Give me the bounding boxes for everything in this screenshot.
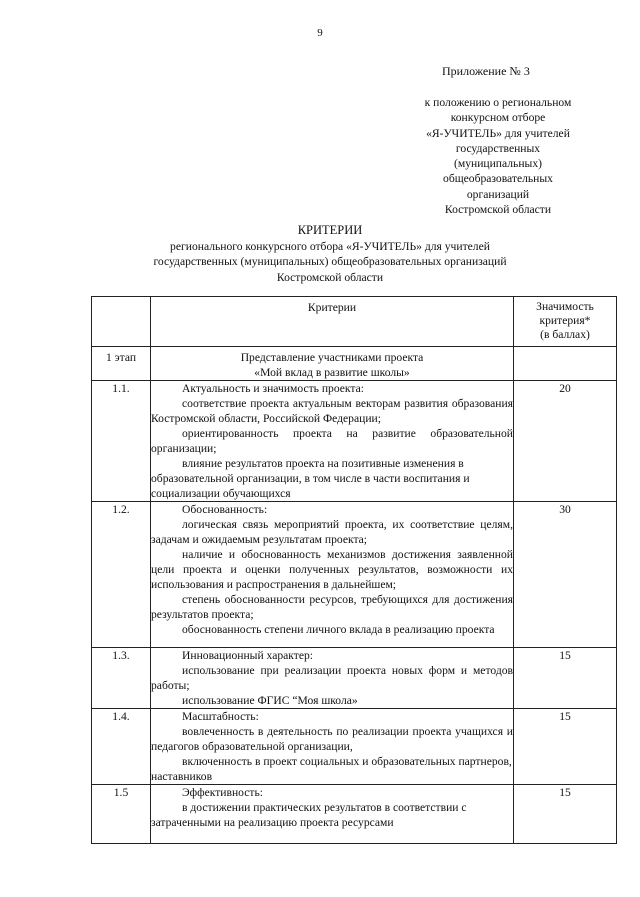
criterion-cell: [151, 785, 514, 844]
appendix-line: общеобразовательных: [443, 172, 553, 186]
table-row: [92, 648, 617, 709]
stage-title-line: «Мой вклад в развитие школы»: [254, 366, 410, 379]
appendix-line: к положению о региональном: [424, 96, 572, 109]
header-score-line: (в баллах): [540, 328, 590, 341]
table-header-row: [92, 297, 617, 347]
criterion-item: наличие и обоснованность механизмов достижения заявленной цели проекта и оценки полученных результатов, возможности их использования и распространения в дальнейшем;: [151, 548, 513, 591]
appendix-line: «Я-УЧИТЕЛЬ» для учителей: [426, 126, 570, 140]
stage-title: [151, 347, 514, 381]
criterion-item: использование при реализации проекта новых форм и методов работы;: [151, 664, 513, 692]
appendix-line: организаций: [466, 187, 530, 201]
appendix-line: конкурсном отборе: [450, 111, 546, 125]
criterion-item: вовлеченность в деятельность по реализации проекта учащихся и педагогов образовательной организации,: [151, 725, 513, 753]
appendix-reference: [398, 95, 598, 217]
criterion-number: 1.5: [92, 785, 151, 844]
table-row: [92, 785, 617, 844]
criterion-item: степень обоснованности ресурсов, требующихся для достижения результатов проекта;: [151, 593, 513, 621]
criterion-cell: [151, 709, 514, 785]
criteria-table: [91, 296, 617, 844]
table-row: [92, 709, 617, 785]
header-score-line: Значимость: [536, 300, 594, 313]
stage-number: 1 этап: [92, 347, 151, 381]
header-criteria-cell: Критерии: [151, 297, 514, 347]
criterion-heading: Обоснованность:: [182, 503, 268, 516]
page-number: 9: [317, 27, 323, 39]
criterion-score: 20: [514, 381, 617, 502]
criterion-item: включенность в проект социальных и образовательных партнеров, наставников: [151, 755, 512, 783]
criterion-cell: [151, 502, 514, 648]
criterion-item: обоснованность степени личного вклада в реализацию проекта: [182, 623, 495, 636]
criterion-heading: Эффективность:: [182, 786, 263, 799]
criterion-cell: [151, 381, 514, 502]
criterion-cell: [151, 648, 514, 709]
table-row: [92, 381, 617, 502]
appendix-line: (муниципальных): [454, 157, 542, 171]
header-number-cell: [92, 297, 151, 347]
title-line: Костромской области: [276, 270, 384, 284]
criterion-score: 15: [514, 709, 617, 785]
title-main: КРИТЕРИИ: [297, 223, 363, 237]
criterion-item: ориентированность проекта на развитие образовательной организации;: [151, 427, 513, 455]
criterion-item: влияние результатов проекта на позитивные изменения в образовательной организации, в том числе в части воспитания и социализации обучающихся: [151, 457, 470, 500]
criterion-score: 15: [514, 648, 617, 709]
criterion-score: 30: [514, 502, 617, 648]
criterion-heading: Актуальность и значимость проекта:: [182, 382, 364, 395]
document-title: [80, 223, 580, 285]
criterion-item: логическая связь мероприятий проекта, их соответствие целям, задачам и ожидаемым результатам проекта;: [151, 518, 513, 546]
stage-score-cell: [514, 347, 617, 381]
title-line: государственных (муниципальных) общеобразовательных организаций: [153, 255, 507, 268]
appendix-line: Костромской области: [444, 203, 552, 217]
header-score-cell: [514, 297, 617, 347]
criterion-heading: Масштабность:: [182, 710, 259, 723]
header-score-line: критерия*: [539, 314, 591, 327]
appendix-title: Приложение № 3: [442, 64, 530, 78]
criterion-item: использование ФГИС “Моя школа»: [182, 694, 358, 707]
title-line: регионального конкурсного отбора «Я-УЧИТЕЛЬ» для учителей: [170, 239, 490, 253]
appendix-line: государственных: [455, 141, 541, 155]
criterion-heading: Инновационный характер:: [182, 649, 313, 662]
criterion-number: 1.2.: [92, 502, 151, 648]
criterion-score: 15: [514, 785, 617, 844]
table-row: [92, 502, 617, 648]
criterion-number: 1.1.: [92, 381, 151, 502]
criterion-number: 1.3.: [92, 648, 151, 709]
criterion-number: 1.4.: [92, 709, 151, 785]
stage-row: [92, 347, 617, 381]
criterion-item: соответствие проекта актуальным векторам развития образования Костромской области, Российской Федерации;: [151, 397, 513, 425]
criterion-item: в достижении практических результатов в соответствии с затраченными на реализацию проекта ресурсами: [151, 801, 467, 829]
stage-title-line: Представление участниками проекта: [240, 351, 424, 364]
